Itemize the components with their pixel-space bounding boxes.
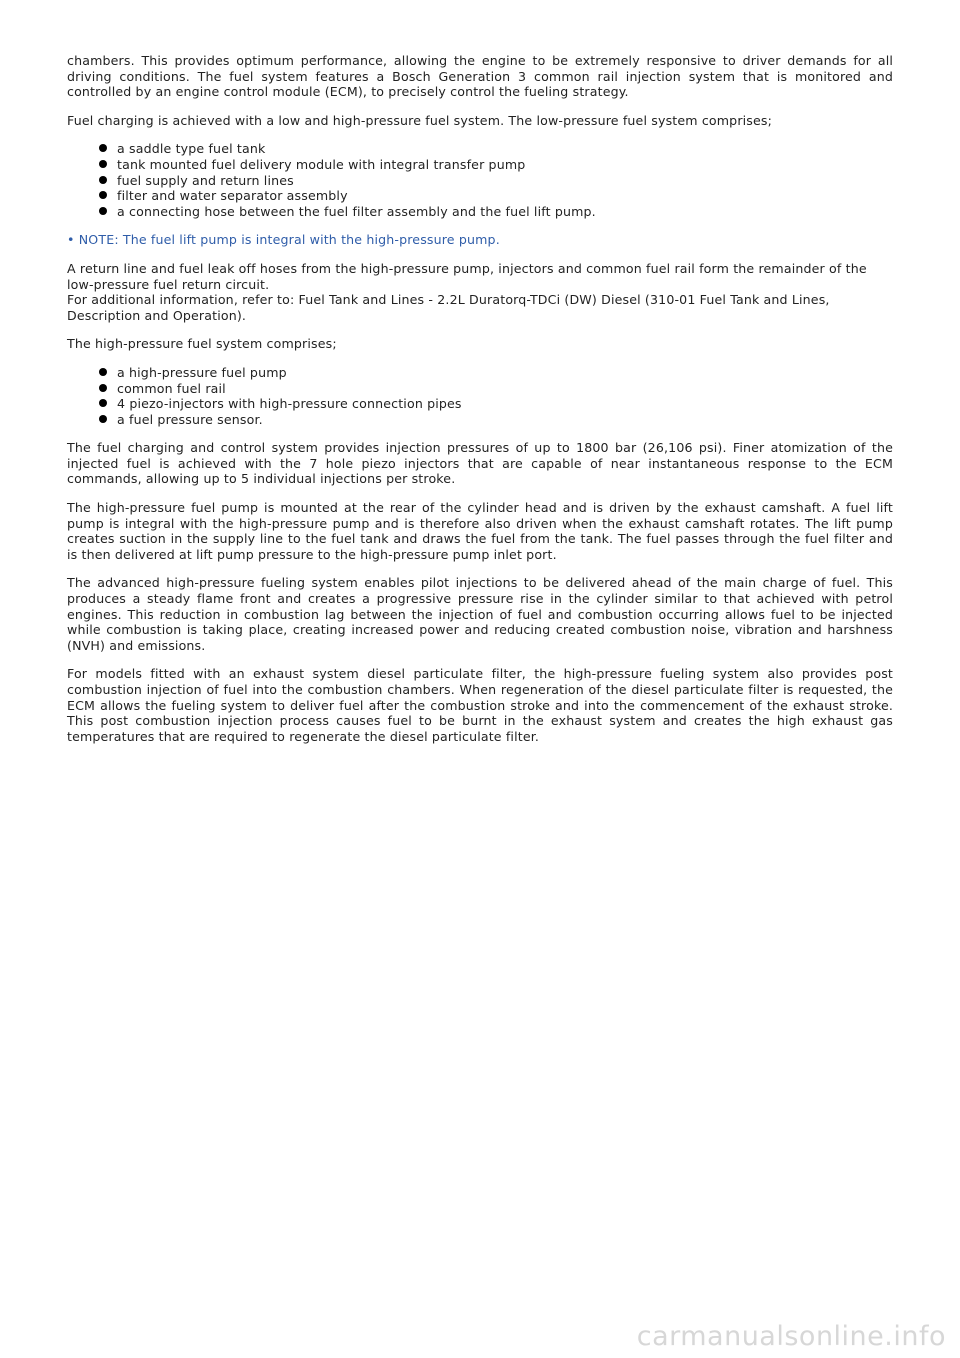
list-item <box>67 396 893 412</box>
bullet-icon <box>99 160 107 168</box>
list-item <box>67 381 893 397</box>
bullet-icon <box>99 399 107 407</box>
bullet-icon <box>99 415 107 423</box>
paragraph-return-circuit <box>67 261 893 323</box>
bullet-icon <box>99 368 107 376</box>
paragraph-injection-pressures: The fuel charging and control system provides injection pressures of up to 1800 bar (26,106 psi). Finer atomization of the injected fuel is achieved with the 7 hole piezo injectors that are capable of near instantaneous response to the ECM commands, allowing up to 5 individual injections per stroke. <box>67 440 893 487</box>
document-page <box>67 53 893 757</box>
paragraph-low-pressure-heading: Fuel charging is achieved with a low and high-pressure fuel system. The low-pressure fuel system comprises; <box>67 112 773 128</box>
paragraph-pump-mounting: The high-pressure fuel pump is mounted at the rear of the cylinder head and is driven by the exhaust camshaft. A fuel lift pump is integral with the high-pressure pump and is therefore also driven when the exhaust camshaft rotates. The lift pump creates suction in the supply line to the fuel tank and draws the fuel from the tank. The fuel passes through the fuel filter and is then delivered at lift pump pressure to the high-pressure pump inlet port. <box>67 500 893 562</box>
paragraph-post-combustion: For models fitted with an exhaust system diesel particulate filter, the high-pressure fueling system also provides post combustion injection of fuel into the combustion chambers. When regeneration of the diesel particulate filter is requested, the ECM allows the fueling system to deliver fuel after the combustion stroke and into the commencement of the exhaust stroke. This post combustion injection process causes fuel to be burnt in the exhaust system and creates the high exhaust gas temperatures that are required to regenerate the diesel particulate filter. <box>67 666 893 744</box>
list-item <box>67 173 893 189</box>
list-item-text: a saddle type fuel tank <box>117 141 266 157</box>
cross-reference-text: For additional information, refer to: Fuel Tank and Lines - 2.2L Duratorq-TDCi (DW) Diesel (310-01 Fuel Tank and Lines, Description and Operation). <box>67 292 830 323</box>
bullet-icon <box>99 176 107 184</box>
note-lift-pump: • NOTE: The fuel lift pump is integral with the high-pressure pump. <box>67 232 500 248</box>
list-item <box>67 188 893 204</box>
list-item <box>67 365 893 381</box>
list-item-text: 4 piezo-injectors with high-pressure connection pipes <box>117 396 462 412</box>
list-item <box>67 412 893 428</box>
list-item-text: a fuel pressure sensor. <box>117 411 263 427</box>
list-item <box>67 141 893 157</box>
bullet-icon <box>99 207 107 215</box>
list-item <box>67 157 893 173</box>
list-item-text: common fuel rail <box>117 380 226 396</box>
paragraph-high-pressure-heading: The high-pressure fuel system comprises; <box>67 336 337 352</box>
list-item-text: tank mounted fuel delivery module with integral transfer pump <box>117 156 526 172</box>
bullet-icon <box>99 144 107 152</box>
paragraph-pilot-injections: The advanced high-pressure fueling system enables pilot injections to be delivered ahead of the main charge of fuel. This produces a steady flame front and creates a progressive pressure rise in the cylinder similar to that achieved with petrol engines. This reduction in combustion lag between the injection of fuel and combustion occurring allows fuel to be injected while combustion is taking place, creating increased power and reducing created combustion noise, vibration and harshness (NVH) and emissions. <box>67 575 893 653</box>
list-item <box>67 204 893 220</box>
bullet-icon <box>99 384 107 392</box>
watermark-logo: carmanualsonline.info <box>636 1321 946 1352</box>
list-item-text: a connecting hose between the fuel filter assembly and the fuel lift pump. <box>117 203 596 219</box>
paragraph-fuel-system-intro: chambers. This provides optimum performance, allowing the engine to be extremely responsive to driver demands for all driving conditions. The fuel system features a Bosch Generation 3 common rail injection system that is monitored and controlled by an engine control module (ECM), to precisely control the fueling strategy. <box>67 53 893 100</box>
bullet-icon <box>99 191 107 199</box>
return-circuit-text: A return line and fuel leak off hoses from the high-pressure pump, injectors and common fuel rail form the remainder of the low-pressure fuel return circuit. <box>67 260 867 292</box>
list-item-text: a high-pressure fuel pump <box>117 364 287 380</box>
high-pressure-list <box>67 365 893 427</box>
list-item-text: filter and water separator assembly <box>117 188 348 204</box>
list-item-text: fuel supply and return lines <box>117 172 294 188</box>
low-pressure-list <box>67 141 893 219</box>
